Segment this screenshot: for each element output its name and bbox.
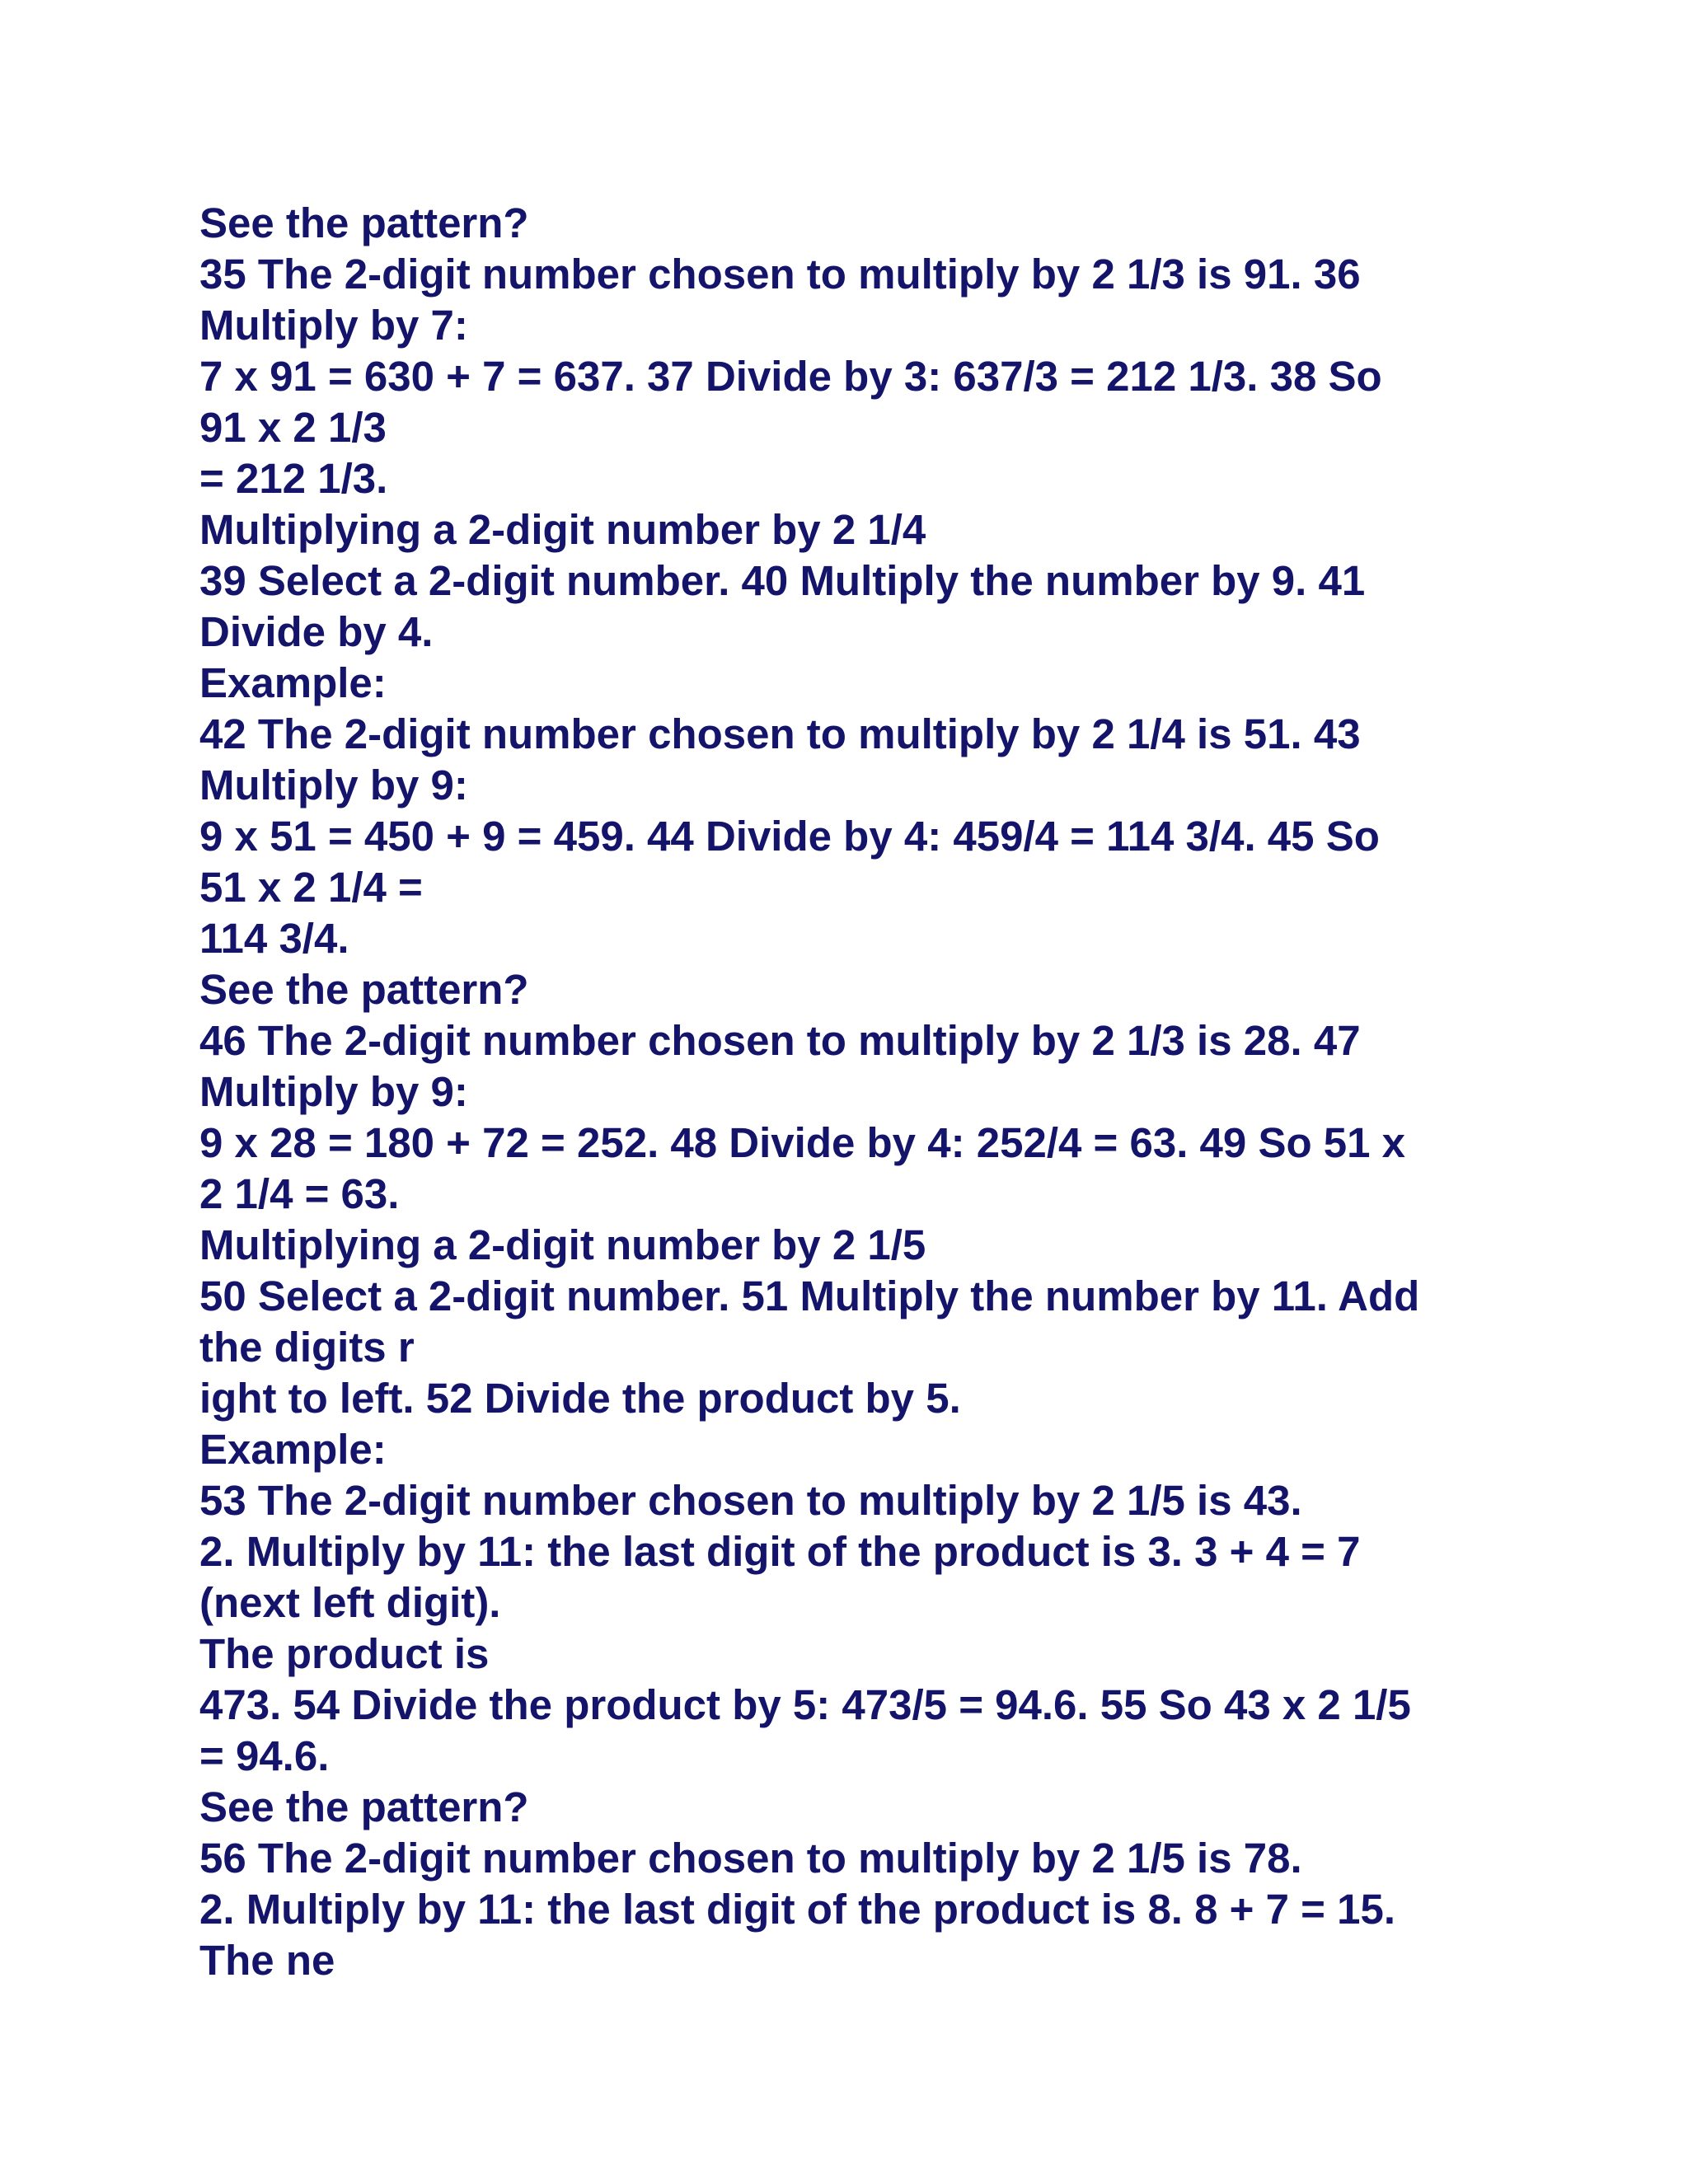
text-line: = 94.6. xyxy=(199,1732,330,1779)
text-line: Multiply by 7: xyxy=(199,302,468,349)
text-line: 7 x 91 = 630 + 7 = 637. 37 Divide by 3: 637/3 = 212 1/3. 38 So xyxy=(199,353,1382,400)
text-line: 2. Multiply by 11: the last digit of the product is 3. 3 + 4 = 7 xyxy=(199,1528,1361,1575)
text-line: See the pattern? xyxy=(199,199,529,246)
text-line: 114 3/4. xyxy=(199,915,349,962)
text-line: The ne xyxy=(199,1937,335,1984)
section-heading: Multiplying a 2-digit number by 2 1/5 xyxy=(199,1221,926,1268)
text-line: 46 The 2-digit number chosen to multiply by 2 1/3 is 28. 47 xyxy=(199,1017,1361,1064)
text-line: the digits r xyxy=(199,1324,415,1371)
text-line: = 212 1/3. xyxy=(199,455,388,502)
document-text xyxy=(199,198,1518,1986)
text-line: 42 The 2-digit number chosen to multiply by 2 1/4 is 51. 43 xyxy=(199,710,1361,757)
text-line: 2 1/4 = 63. xyxy=(199,1170,400,1217)
text-line: 39 Select a 2-digit number. 40 Multiply the number by 9. 41 xyxy=(199,557,1366,604)
text-line: Multiply by 9: xyxy=(199,762,468,808)
text-line: 91 x 2 1/3 xyxy=(199,404,387,451)
text-line: 51 x 2 1/4 = xyxy=(199,864,423,911)
section-heading: Multiplying a 2-digit number by 2 1/4 xyxy=(199,506,926,553)
text-line: 35 The 2-digit number chosen to multiply by 2 1/3 is 91. 36 xyxy=(199,251,1361,298)
text-line: 56 The 2-digit number chosen to multiply by 2 1/5 is 78. xyxy=(199,1835,1302,1882)
text-line: 9 x 51 = 450 + 9 = 459. 44 Divide by 4: 459/4 = 114 3/4. 45 So xyxy=(199,813,1380,860)
example-label: Example: xyxy=(199,659,387,706)
text-line: See the pattern? xyxy=(199,966,529,1013)
text-line: Divide by 4. xyxy=(199,608,434,655)
text-line: 53 The 2-digit number chosen to multiply by 2 1/5 is 43. xyxy=(199,1477,1302,1524)
text-line: Multiply by 9: xyxy=(199,1068,468,1115)
text-line: 50 Select a 2-digit number. 51 Multiply the number by 11. Add xyxy=(199,1272,1420,1319)
text-line: See the pattern? xyxy=(199,1783,529,1830)
text-line: (next left digit). xyxy=(199,1579,501,1626)
text-line: 473. 54 Divide the product by 5: 473/5 = 94.6. 55 So 43 x 2 1/5 xyxy=(199,1681,1411,1728)
text-line: ight to left. 52 Divide the product by 5. xyxy=(199,1375,961,1422)
text-line: 2. Multiply by 11: the last digit of the product is 8. 8 + 7 = 15. xyxy=(199,1886,1396,1933)
text-line: The product is xyxy=(199,1630,490,1677)
text-line: 9 x 28 = 180 + 72 = 252. 48 Divide by 4: 252/4 = 63. 49 So 51 x xyxy=(199,1119,1406,1166)
example-label: Example: xyxy=(199,1426,387,1473)
